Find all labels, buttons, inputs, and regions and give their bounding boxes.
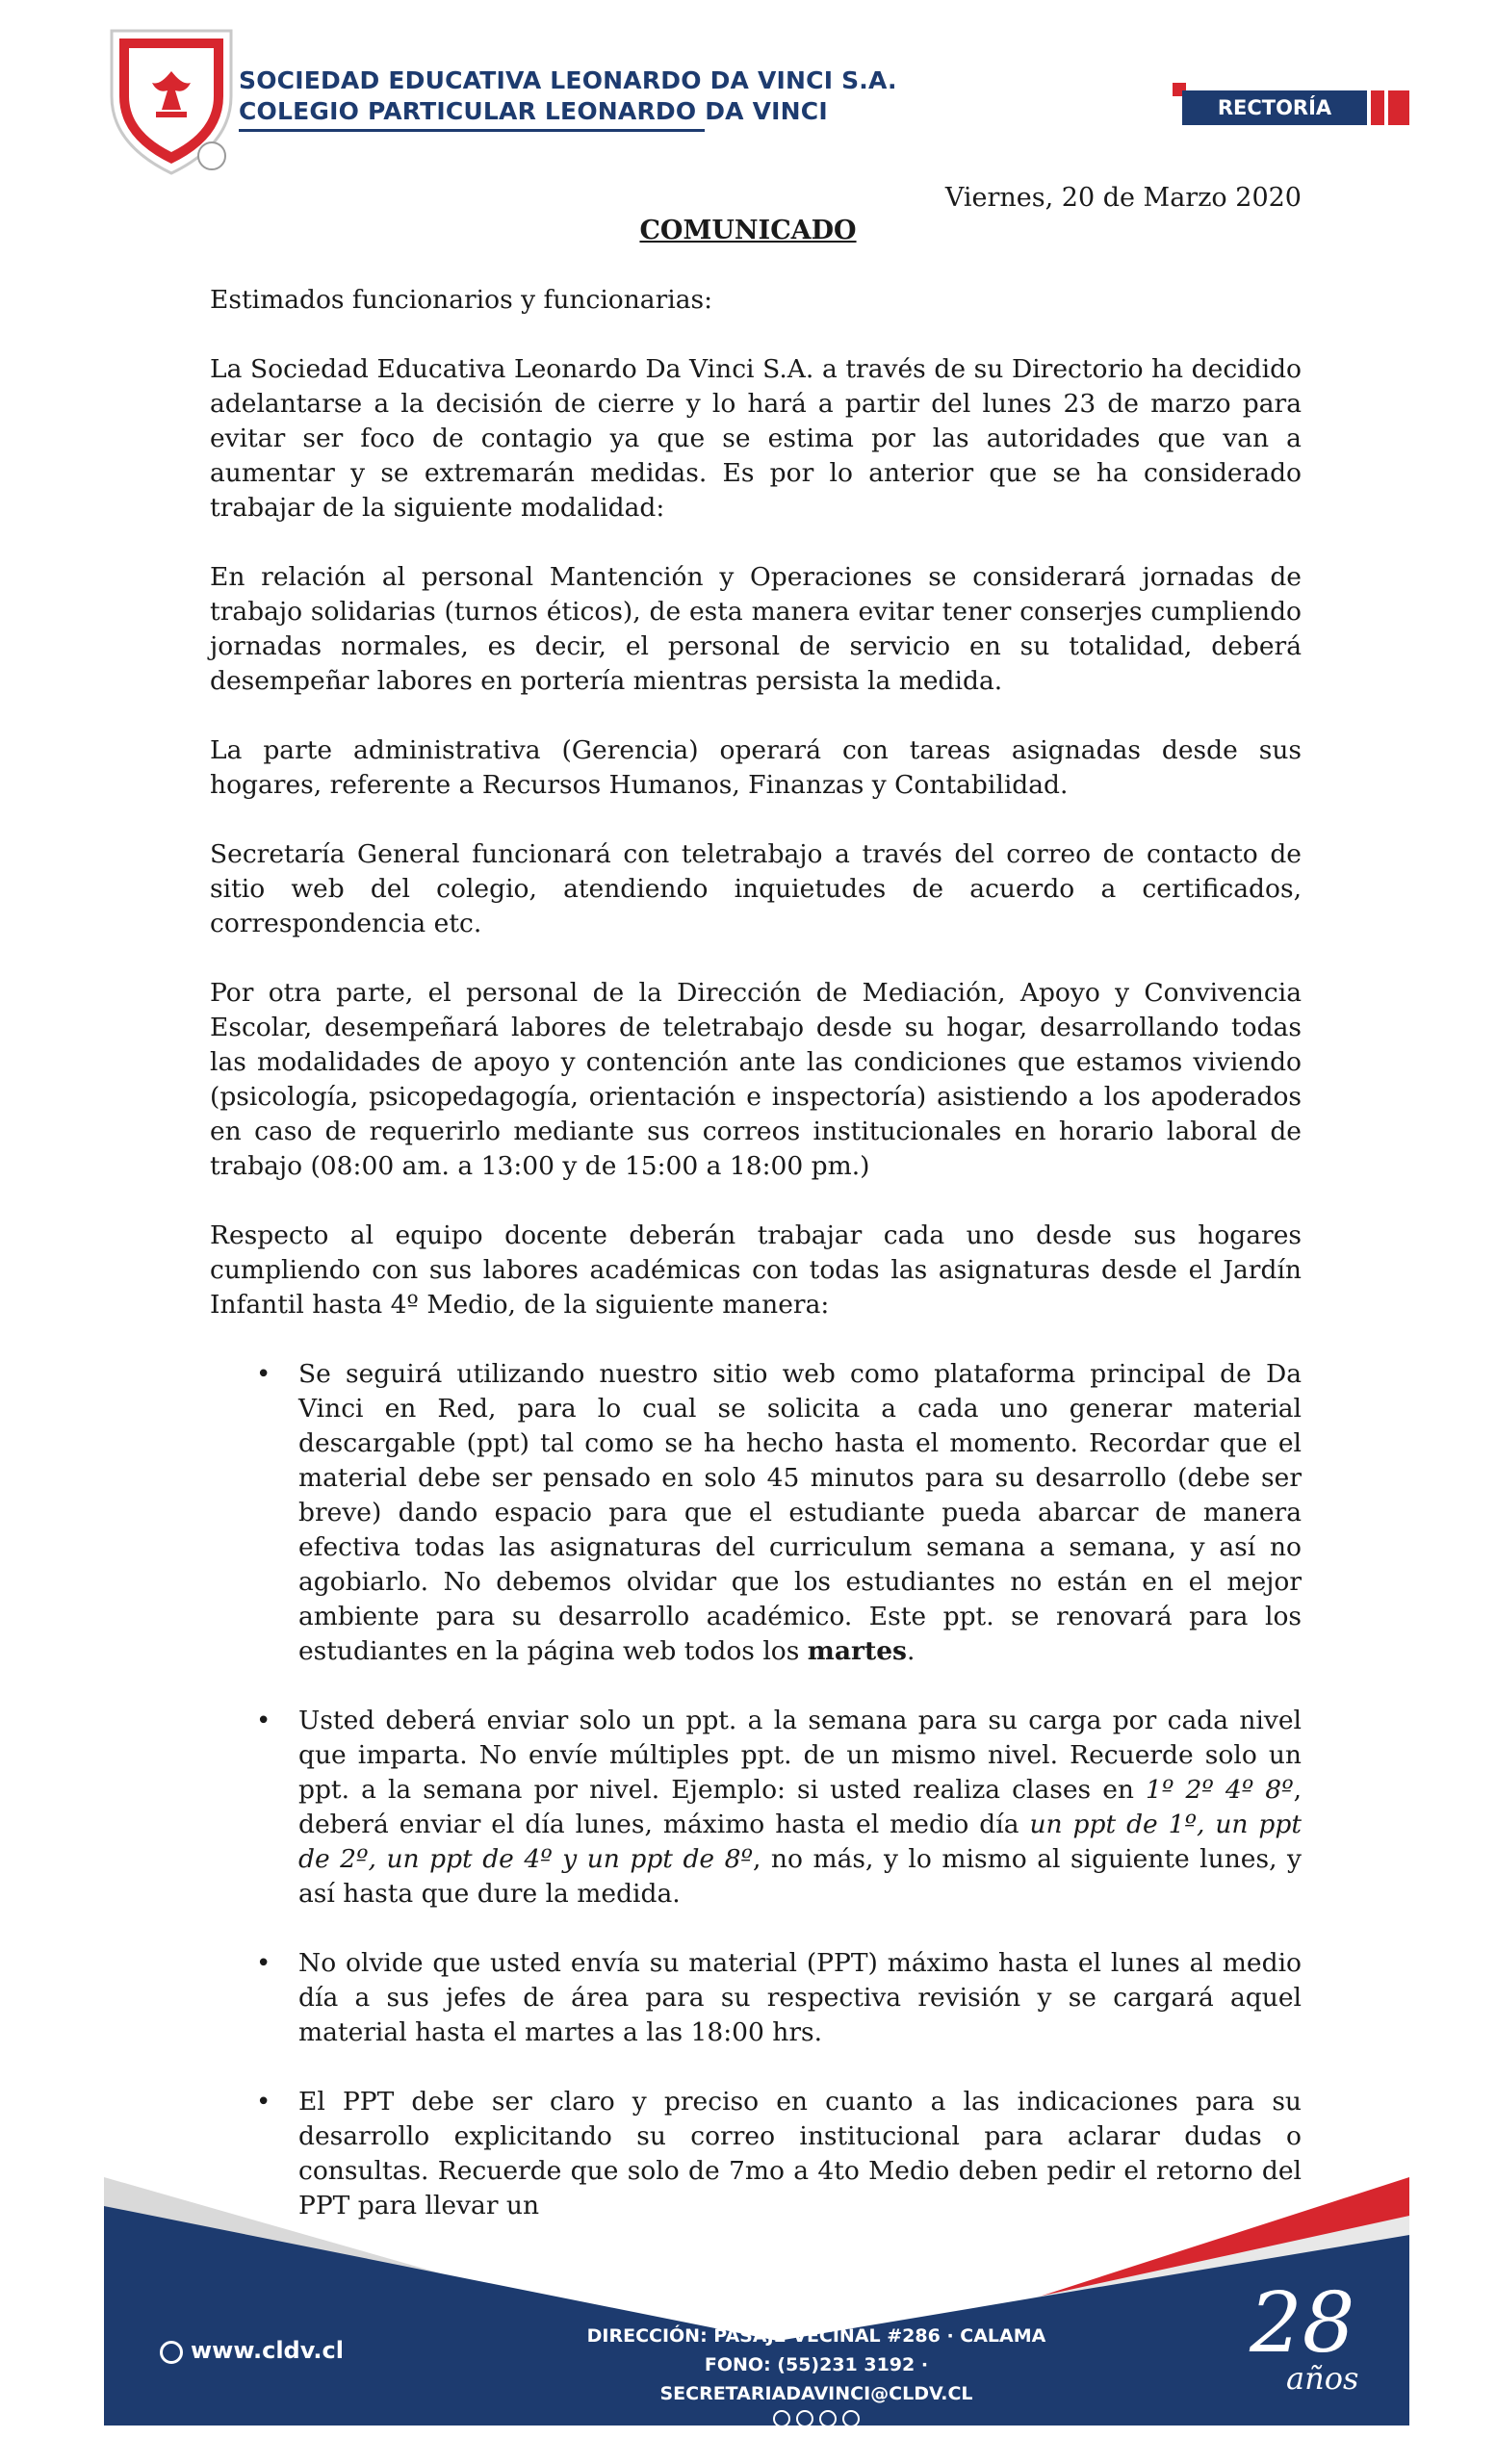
address-line: DIRECCIÓN: PASAJE VECINAL #286 · CALAMA <box>586 2325 1046 2347</box>
department-badge <box>1173 83 1409 125</box>
bullet-text: Usted deberá enviar solo un ppt. a la semana para su carga por cada nivel que imparta. No envíe múltiples ppt. de un mismo nivel. Recuerde solo un ppt. a la semana por nivel. Ejemplo: si usted realiza clases en <box>298 1706 1302 1805</box>
bullet-bold: martes <box>807 1636 907 1666</box>
paragraph: Por otra parte, el personal de la Dirección de Mediación, Apoyo y Convivencia Escolar, desempeñará labores de teletrabajo desde su hogar, desarrollando todas las modalidades de apoyo y contención ante las condiciones que estamos viviendo (psicología, psicopedagogía, orientación e inspectoría) asistiendo a los apoderados en caso de requerirlo mediante sus correos institucionales en horario laboral de trabajo (08:00 am. a 13:00 y de 15:00 a 18:00 pm.) <box>210 978 1302 1181</box>
phone-email-line: FONO: (55)231 3192 · SECRETARIADAVINCI@CLDV.CL <box>659 2354 973 2404</box>
social-icons <box>566 2410 1067 2427</box>
paragraph: En relación al personal Mantención y Operaciones se considerará jornadas de trabajo solidarias (turnos éticos), de esta manera evitar tener conserjes cumpliendo jornadas normales, es decir, el personal de servicio en su totalidad, deberá desempeñar labores en portería mientras persista la medida. <box>210 562 1302 696</box>
badge-stripe <box>1371 90 1384 125</box>
bullet-text: , deberá enviar el día lunes, máximo hasta el medio día <box>298 1775 1302 1839</box>
bullet-list <box>210 1357 1302 2223</box>
bullet-italic: un ppt de 1º, un ppt de 2º, un ppt de 4º y un ppt de 8º <box>298 1810 1302 1874</box>
twitter-icon[interactable] <box>819 2410 837 2427</box>
bullet-italic: 1º 2º 4º 8º <box>1146 1775 1294 1805</box>
paragraph: La parte administrativa (Gerencia) operará con tareas asignadas desde sus hogares, referente a Recursos Humanos, Finanzas y Contabilidad. <box>210 735 1302 800</box>
department-label: RECTORÍA <box>1182 90 1367 125</box>
bullet-text: Se seguirá utilizando nuestro sitio web como plataforma principal de Da Vinci en Red, para lo cual se solicita a cada uno generar material descargable (ppt) tal como se ha hecho hasta el momento. Recordar que el material debe ser pensado en solo 45 minutos para su desarrollo (debe ser breve) dando espacio para que el estudiante pueda abarcar de manera efectiva todas las asignaturas del curriculum semana a semana, y así no agobiarlo. No debemos olvidar que los estudiantes no están en el mejor ambiente para su desarrollo académico. Este ppt. se renovará para los estudiantes en la página web todos los <box>298 1359 1302 1666</box>
website-text: www.cldv.cl <box>191 2337 344 2364</box>
document-date: Viernes, 20 de Marzo 2020 <box>944 183 1302 213</box>
organization-name <box>239 65 897 127</box>
globe-icon <box>160 2341 183 2364</box>
greeting: Estimados funcionarios y funcionarias: <box>210 285 713 315</box>
paragraph: La Sociedad Educativa Leonardo Da Vinci S.A. a través de su Directorio ha decidido adelantarse a la decisión de cierre y lo hará a partir del lunes 23 de marzo para evitar ser foco de contagio ya que se estima por las autoridades que van a aumentar y se extremarán medidas. Es por lo anterior que se ha considerado trabajar de la siguiente modalidad: <box>210 354 1302 523</box>
website-link[interactable] <box>160 2337 344 2364</box>
org-name-line1: SOCIEDAD EDUCATIVA LEONARDO DA VINCI S.A. <box>239 66 897 94</box>
bullet-text: No olvide que usted envía su material (PPT) máximo hasta el lunes al medio día a sus jefes de área para su respectiva revisión y se cargará aquel material hasta el martes a las 18:00 hrs. <box>298 1948 1302 2047</box>
youtube-icon[interactable] <box>842 2410 860 2427</box>
bullet-text: El PPT debe ser claro y preciso en cuanto a las indicaciones para su desarrollo explicitando su correo institucional para aclarar dudas o consultas. Recuerde que solo de 7mo a 4to Medio deben pedir el retorno del PPT para llevar un <box>298 2087 1302 2220</box>
org-name-line2: COLEGIO PARTICULAR LEONARDO DA VINCI <box>239 97 828 125</box>
anniversary-word: años <box>1286 2360 1359 2397</box>
contact-info <box>566 2322 1067 2427</box>
header-rule <box>239 129 705 132</box>
anniversary-badge <box>1240 2275 1384 2400</box>
paragraph: Respecto al equipo docente deberán trabajar cada uno desde sus hogares cumpliendo con sus labores académicas con todas las asignaturas desde el Jardín Infantil hasta 4º Medio, de la siguiente manera: <box>210 1220 1302 1320</box>
bullet-item <box>298 1704 1302 1912</box>
document-title: COMUNICADO <box>639 216 857 245</box>
school-crest-logo <box>104 21 239 180</box>
instagram-icon[interactable] <box>796 2410 813 2427</box>
anniversary-number: 28 <box>1250 2275 1355 2372</box>
bullet-item <box>298 1946 1302 2050</box>
facebook-icon[interactable] <box>773 2410 790 2427</box>
paragraph: Secretaría General funcionará con teletrabajo a través del correo de contacto de sitio web del colegio, atendiendo inquietudes de acuerdo a certificados, correspondencia etc. <box>210 839 1302 938</box>
bullet-text: , no más, y lo mismo al siguiente lunes, y así hasta que dure la medida. <box>298 1844 1302 1909</box>
document-body <box>210 283 1302 2258</box>
bullet-text: . <box>906 1636 916 1666</box>
badge-stripe <box>1388 90 1409 125</box>
bullet-item <box>298 1357 1302 1669</box>
page-footer <box>104 2177 1409 2426</box>
